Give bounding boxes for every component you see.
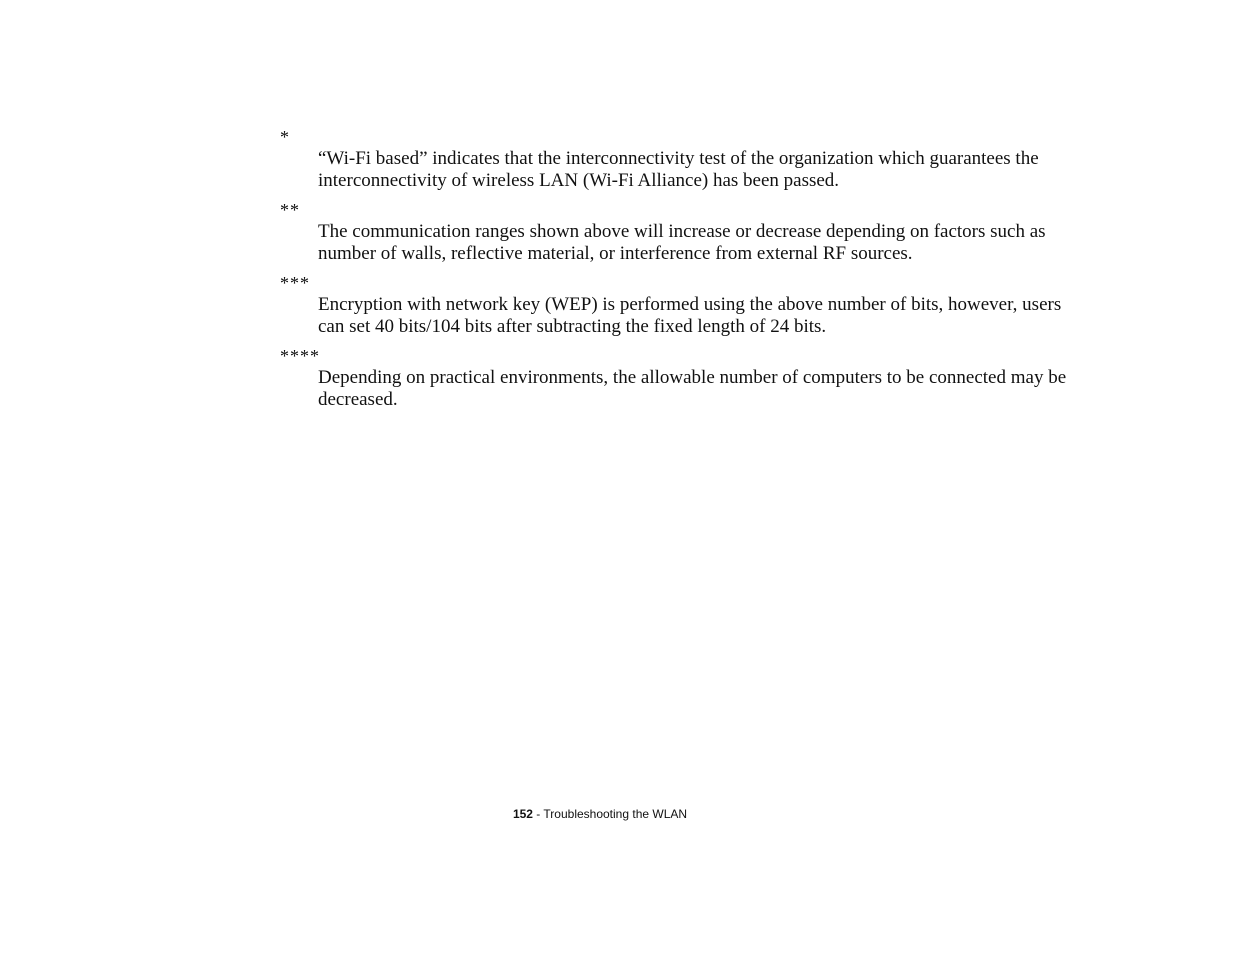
page-footer: [0, 806, 1200, 822]
footnote-marker: ***: [280, 273, 310, 293]
footnote-text: “Wi-Fi based” indicates that the interconnectivity test of the organization which guarantees the interconnectivity of wireless LAN (Wi-Fi Alliance) has been passed.: [318, 148, 1039, 191]
footnote-marker: ****: [280, 346, 320, 366]
footnote-text: The communication ranges shown above will increase or decrease depending on factors such as number of walls, reflective material, or interference from external RF sources.: [318, 221, 1046, 264]
footnote-4: [280, 345, 1070, 411]
footnote-text: Depending on practical environments, the allowable number of computers to be connected may be decreased.: [318, 367, 1067, 410]
section-title: Troubleshooting the WLAN: [543, 807, 688, 821]
page-number: 152: [512, 807, 533, 821]
footnote-1: [280, 126, 1070, 192]
footnote-text: Encryption with network key (WEP) is performed using the above number of bits, however, users can set 40 bits/104 bits after subtracting the fixed length of 24 bits.: [318, 294, 1062, 337]
footnote-3: [280, 272, 1070, 338]
footer-separator: -: [532, 807, 544, 821]
footnote-marker: **: [280, 200, 300, 220]
footnotes-list: [280, 126, 1070, 418]
footnote-2: [280, 199, 1070, 265]
footnote-marker: *: [280, 127, 290, 147]
